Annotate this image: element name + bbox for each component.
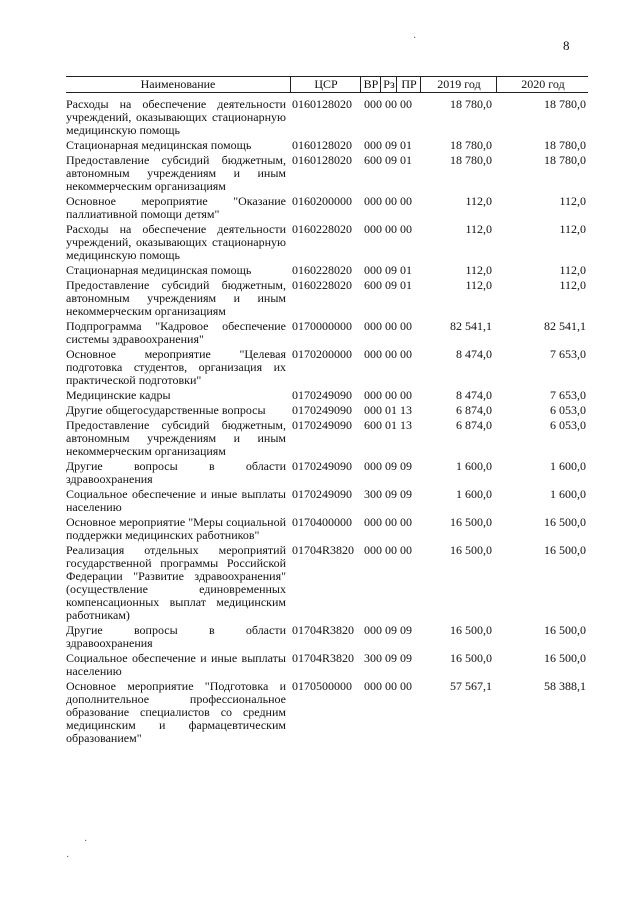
row-csr: 0170249090 — [292, 487, 352, 501]
table-row — [66, 404, 588, 417]
column-header-csr: ЦСР — [290, 77, 361, 92]
table-row — [66, 460, 588, 486]
table-row — [66, 419, 588, 458]
row-2020-value: 16 500,0 — [544, 543, 586, 557]
row-code: 000 00 00 — [364, 679, 412, 693]
row-name: Социальное обеспечение и иные выплаты населению — [66, 651, 286, 678]
row-2019-value: 18 780,0 — [450, 97, 492, 111]
row-csr: 0170249090 — [292, 418, 352, 432]
column-header-vr: ВР — [360, 77, 381, 92]
row-name: Предоставление субсидий бюджетным, автономным учреждениям и иным некоммерческим организациям — [66, 278, 286, 318]
table-row — [66, 488, 588, 514]
row-code: 000 00 00 — [364, 319, 412, 333]
column-header-rz: Рз — [380, 77, 397, 92]
page-number: 8 — [563, 38, 570, 53]
row-code: 000 00 00 — [364, 194, 412, 208]
row-name: Другие вопросы в области здравоохранения — [66, 623, 286, 650]
row-name: Расходы на обеспечение деятельности учреждений, оказывающих стационарную медицинскую помощь — [66, 222, 286, 262]
table-row — [66, 98, 588, 137]
table-row — [66, 139, 588, 152]
row-csr: 0170500000 — [292, 679, 352, 693]
row-2019-value: 16 500,0 — [450, 623, 492, 637]
row-csr: 0160200000 — [292, 194, 352, 208]
row-name: Медицинские кадры — [66, 388, 171, 402]
row-2019-value: 112,0 — [465, 194, 492, 208]
table-row — [66, 652, 588, 678]
row-2020-value: 112,0 — [559, 194, 586, 208]
table-row — [66, 348, 588, 387]
row-code: 000 00 00 — [364, 388, 412, 402]
row-2020-value: 6 053,0 — [550, 403, 586, 417]
row-2019-value: 16 500,0 — [450, 515, 492, 529]
row-name: Подпрограмма "Кадровое обеспечение системы здравоохранения" — [66, 319, 286, 346]
table-row — [66, 544, 588, 622]
row-2020-value: 6 053,0 — [550, 418, 586, 432]
table-row — [66, 680, 588, 745]
table-row — [66, 154, 588, 193]
column-header-2019: 2019 год — [420, 77, 497, 92]
row-2020-value: 16 500,0 — [544, 651, 586, 665]
row-name: Социальное обеспечение и иные выплаты населению — [66, 487, 286, 514]
row-2019-value: 1 600,0 — [456, 459, 492, 473]
row-csr: 0160128020 — [292, 153, 352, 167]
row-name: Предоставление субсидий бюджетным, автономным учреждениям и иным некоммерческим организациям — [66, 153, 286, 193]
row-name: Основное мероприятие "Подготовка и дополнительное профессиональное образование специалистов со средним медицинским и фармацевтическим образованием" — [66, 679, 286, 745]
row-2019-value: 82 541,1 — [450, 319, 492, 333]
table-row — [66, 223, 588, 262]
row-code: 600 09 01 — [364, 153, 412, 167]
row-2019-value: 57 567,1 — [450, 679, 492, 693]
row-name: Стационарная медицинская помощь — [66, 138, 252, 152]
row-2020-value: 1 600,0 — [550, 487, 586, 501]
row-2019-value: 8 474,0 — [456, 388, 492, 402]
row-name: Стационарная медицинская помощь — [66, 263, 252, 277]
row-csr: 01704R3820 — [292, 651, 355, 665]
row-csr: 0170400000 — [292, 515, 352, 529]
row-csr: 0160228020 — [292, 278, 352, 292]
row-csr: 0170000000 — [292, 319, 352, 333]
row-2020-value: 1 600,0 — [550, 459, 586, 473]
row-2019-value: 8 474,0 — [456, 347, 492, 361]
row-csr: 0160228020 — [292, 263, 352, 277]
row-2019-value: 18 780,0 — [450, 153, 492, 167]
row-2019-value: 16 500,0 — [450, 651, 492, 665]
row-csr: 0170200000 — [292, 347, 352, 361]
row-name: Основное мероприятие "Оказание паллиативной помощи детям" — [66, 194, 286, 221]
row-code: 600 01 13 — [364, 418, 412, 432]
row-2020-value: 7 653,0 — [550, 347, 586, 361]
row-code: 300 09 09 — [364, 651, 412, 665]
row-2020-value: 18 780,0 — [544, 138, 586, 152]
row-2020-value: 112,0 — [559, 263, 586, 277]
row-csr: 0170249090 — [292, 459, 352, 473]
table-header — [66, 76, 588, 93]
row-code: 000 09 01 — [364, 263, 412, 277]
scan-speck: · — [413, 33, 417, 44]
row-code: 000 09 09 — [364, 623, 412, 637]
row-name: Другие общегосударственные вопросы — [66, 403, 266, 417]
row-2019-value: 6 874,0 — [456, 418, 492, 432]
row-csr: 0160128020 — [292, 97, 352, 111]
row-csr: 01704R3820 — [292, 623, 355, 637]
table-row — [66, 624, 588, 650]
row-2020-value: 16 500,0 — [544, 623, 586, 637]
row-name: Основное мероприятие "Меры социальной поддержки медицинских работников" — [66, 515, 286, 542]
column-header-pr: ПР — [396, 77, 421, 92]
row-2020-value: 7 653,0 — [550, 388, 586, 402]
row-csr: 01704R3820 — [292, 543, 355, 557]
row-code: 000 00 00 — [364, 347, 412, 361]
row-code: 000 00 00 — [364, 222, 412, 236]
row-2019-value: 112,0 — [465, 263, 492, 277]
row-csr: 0170249090 — [292, 403, 352, 417]
row-code: 000 00 00 — [364, 97, 412, 111]
table-body — [66, 98, 588, 747]
row-csr: 0160128020 — [292, 138, 352, 152]
row-name: Другие вопросы в области здравоохранения — [66, 459, 286, 486]
row-code: 000 00 00 — [364, 543, 412, 557]
row-2020-value: 112,0 — [559, 222, 586, 236]
row-name: Расходы на обеспечение деятельности учреждений, оказывающих стационарную медицинскую помощь — [66, 97, 286, 137]
scan-speck: · — [66, 852, 70, 863]
row-2020-value: 58 388,1 — [544, 679, 586, 693]
row-code: 600 09 01 — [364, 278, 412, 292]
table-row — [66, 195, 588, 221]
table-row — [66, 279, 588, 318]
row-2020-value: 18 780,0 — [544, 153, 586, 167]
row-2020-value: 82 541,1 — [544, 319, 586, 333]
table-row — [66, 264, 588, 277]
row-2019-value: 112,0 — [465, 278, 492, 292]
column-header-2020: 2020 год — [496, 77, 589, 92]
table-row — [66, 320, 588, 346]
table-row — [66, 389, 588, 402]
row-csr: 0170249090 — [292, 388, 352, 402]
scan-speck: · — [84, 836, 88, 847]
row-code: 000 00 00 — [364, 515, 412, 529]
row-code: 000 09 01 — [364, 138, 412, 152]
row-name: Реализация отдельных мероприятий государственной программы Российской Федерации "Развитие здравоохранения" (осуществление единовременных компенсационных выплат медицинским работникам) — [66, 543, 286, 622]
row-2019-value: 16 500,0 — [450, 543, 492, 557]
row-2019-value: 112,0 — [465, 222, 492, 236]
row-2019-value: 6 874,0 — [456, 403, 492, 417]
row-2020-value: 112,0 — [559, 278, 586, 292]
column-header-name: Наименование — [140, 77, 216, 91]
row-code: 000 09 09 — [364, 459, 412, 473]
row-2020-value: 18 780,0 — [544, 97, 586, 111]
row-code: 000 01 13 — [364, 403, 412, 417]
row-2020-value: 16 500,0 — [544, 515, 586, 529]
row-code: 300 09 09 — [364, 487, 412, 501]
row-2019-value: 1 600,0 — [456, 487, 492, 501]
row-name: Основное мероприятие "Целевая подготовка студентов, организация их практической подготовки" — [66, 347, 286, 387]
row-2019-value: 18 780,0 — [450, 138, 492, 152]
table-row — [66, 516, 588, 542]
row-csr: 0160228020 — [292, 222, 352, 236]
row-name: Предоставление субсидий бюджетным, автономным учреждениям и иным некоммерческим организациям — [66, 418, 286, 458]
